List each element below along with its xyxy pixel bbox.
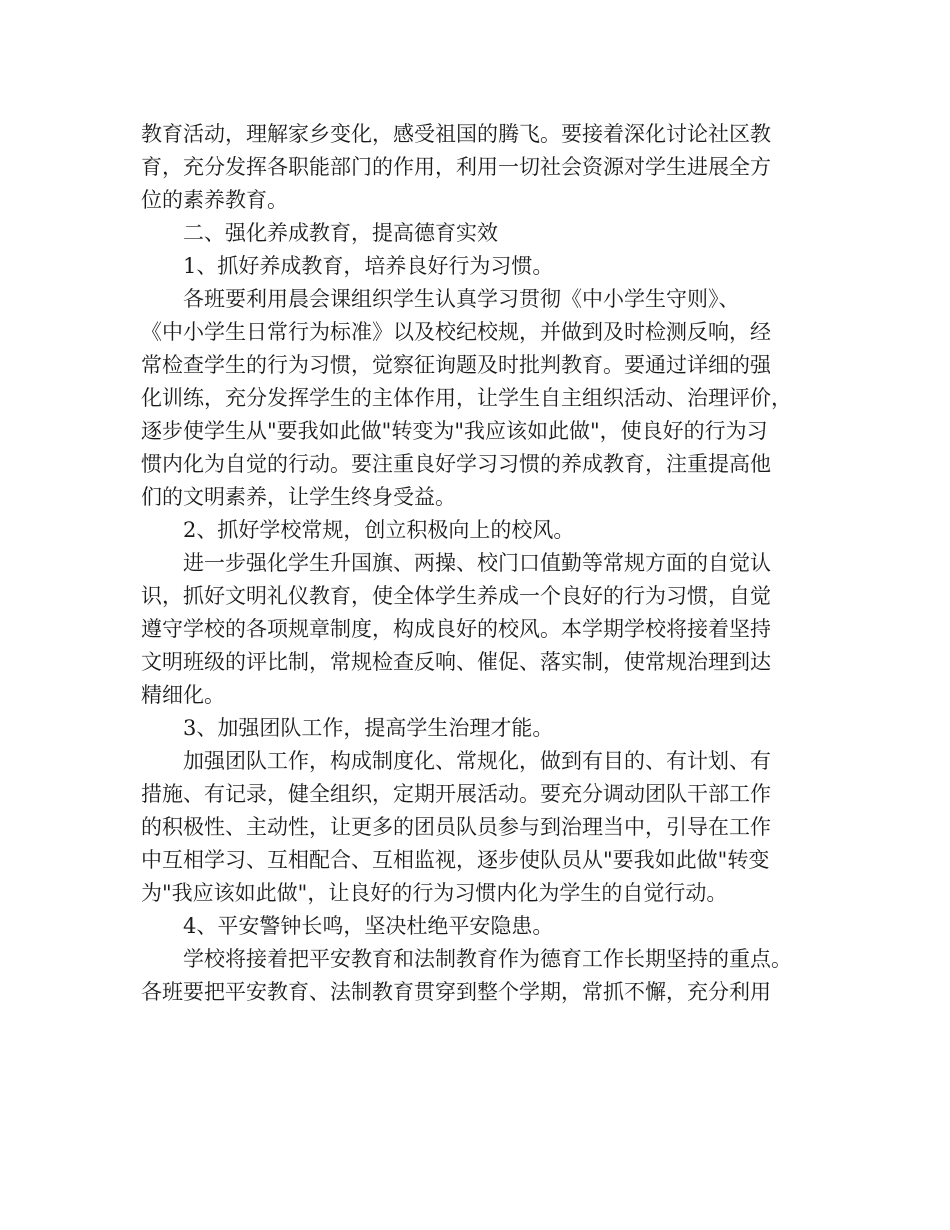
subsection-heading (141, 910, 821, 943)
text-line: 《中小学生日常行为标准》以及校纪校规，并做到及时检测反响，经 (141, 320, 771, 344)
subsection-heading (141, 250, 821, 283)
text-line: 教育活动，理解家乡变化，感受祖国的腾飞。要接着深化讨论社区教 (141, 122, 771, 146)
text-line: 育，充分发挥各职能部门的作用，利用一切社会资源对学生进展全方 (141, 155, 771, 179)
text-line: 4、平安警钟长鸣，坚决杜绝平安隐患。 (183, 914, 554, 938)
text-line: 加强团队工作，构成制度化、常规化，做到有目的、有计划、有 (183, 749, 771, 773)
section-heading (141, 217, 821, 250)
text-line: 措施、有记录，健全组织，定期开展活动。要充分调动团队干部工作 (141, 782, 771, 806)
text-line: 学校将接着把平安教育和法制教育作为德育工作长期坚持的重点。 (183, 947, 792, 971)
text-line: 位的素养教育。 (141, 188, 288, 212)
text-line: 二、强化养成教育，提高德育实效 (183, 221, 498, 245)
text-line: 各班要利用晨会课组织学生认真学习贯彻《中小学生守则》、 (183, 287, 740, 311)
text-line: 2、抓好学校常规，创立积极向上的校风。 (183, 518, 575, 542)
text-line: 进一步强化学生升国旗、两操、校门口值勤等常规方面的自觉认 (183, 551, 771, 575)
paragraph (141, 943, 821, 1009)
paragraph (141, 118, 821, 217)
text-line: 为"我应该如此做"，让良好的行为习惯内化为学生的自觉行动。 (141, 881, 728, 905)
document-body (141, 118, 821, 1009)
text-line: 逐步使学生从"要我如此做"转变为"我应该如此做"，使良好的行为习 (141, 419, 768, 443)
text-line: 遵守学校的各项规章制度，构成良好的校风。本学期学校将接着坚持 (141, 617, 771, 641)
text-line: 各班要把平安教育、法制教育贯穿到整个学期，常抓不懈，充分利用 (141, 980, 771, 1004)
text-line: 惯内化为自觉的行动。要注重良好学习习惯的养成教育，注重提高他 (141, 452, 771, 476)
text-line: 的积极性、主动性，让更多的团员队员参与到治理当中，引导在工作 (141, 815, 771, 839)
text-line: 1、抓好养成教育，培养良好行为习惯。 (183, 254, 554, 278)
subsection-heading (141, 514, 821, 547)
text-line: 们的文明素养，让学生终身受益。 (141, 485, 456, 509)
text-line: 中互相学习、互相配合、互相监视，逐步使队员从"要我如此做"转变 (141, 848, 770, 872)
paragraph (141, 547, 821, 712)
text-line: 精细化。 (141, 683, 225, 707)
paragraph (141, 283, 821, 514)
text-line: 化训练，充分发挥学生的主体作用，让学生自主组织活动、治理评价， (141, 386, 792, 410)
text-line: 3、加强团队工作，提高学生治理才能。 (183, 716, 554, 740)
text-line: 文明班级的评比制，常规检查反响、催促、落实制，使常规治理到达 (141, 650, 771, 674)
paragraph (141, 745, 821, 910)
text-line: 识，抓好文明礼仪教育，使全体学生养成一个良好的行为习惯，自觉 (141, 584, 771, 608)
text-line: 常检查学生的行为习惯，觉察征询题及时批判教育。要通过详细的强 (141, 353, 771, 377)
subsection-heading (141, 712, 821, 745)
